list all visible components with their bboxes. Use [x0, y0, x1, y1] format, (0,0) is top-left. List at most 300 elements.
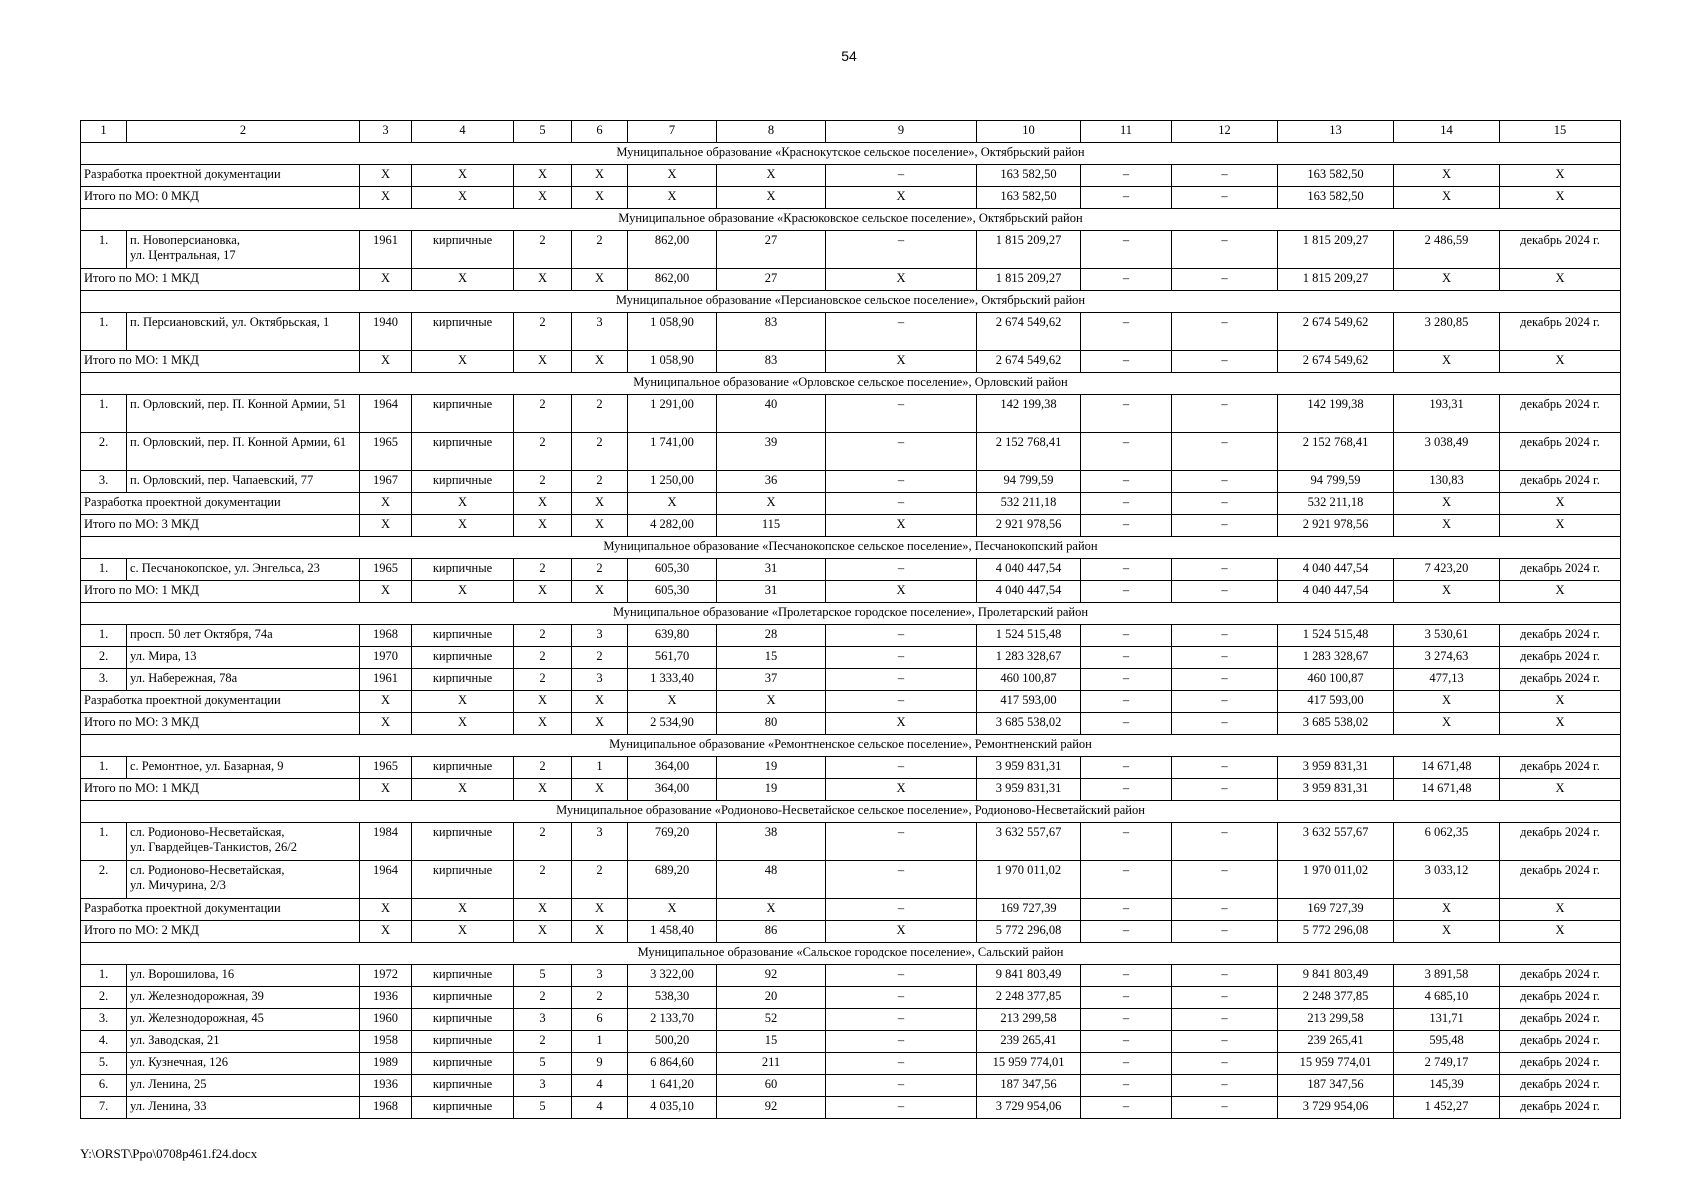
table-cell: 1: [572, 757, 628, 779]
table-cell: 3: [572, 313, 628, 351]
table-cell: декабрь 2024 г.: [1500, 231, 1621, 269]
table-cell: X: [1500, 493, 1621, 515]
table-cell: –: [826, 691, 977, 713]
table-cell: X: [514, 351, 572, 373]
table-cell: 163 582,50: [1278, 165, 1394, 187]
table-cell: 3 038,49: [1394, 433, 1500, 471]
summary-label: Итого по МО: 1 МКД: [81, 779, 360, 801]
table-cell: X: [826, 269, 977, 291]
table-cell: 15: [717, 1031, 826, 1053]
row-number: 1.: [81, 395, 127, 433]
table-cell: 19: [717, 757, 826, 779]
table-cell: 1970: [360, 647, 412, 669]
table-cell: 605,30: [628, 559, 717, 581]
table-cell: –: [1081, 921, 1172, 943]
table-cell: кирпичные: [412, 1009, 514, 1031]
table-cell: 1 458,40: [628, 921, 717, 943]
table-cell: X: [514, 165, 572, 187]
table-row: [81, 1075, 1621, 1097]
table-cell: X: [514, 691, 572, 713]
table-cell: 169 727,39: [1278, 899, 1394, 921]
table-cell: 1 250,00: [628, 471, 717, 493]
table-cell: X: [412, 921, 514, 943]
table-cell: –: [1172, 313, 1278, 351]
table-cell: –: [1081, 581, 1172, 603]
table-cell: –: [1081, 1053, 1172, 1075]
table-cell: 27: [717, 269, 826, 291]
column-number-cell: 10: [977, 121, 1081, 143]
table-cell: X: [514, 779, 572, 801]
table-cell: 364,00: [628, 779, 717, 801]
table-cell: 1 815 209,27: [977, 231, 1081, 269]
table-cell: 1965: [360, 433, 412, 471]
table-cell: 5: [514, 1097, 572, 1119]
table-cell: –: [1172, 861, 1278, 899]
table-cell: 19: [717, 779, 826, 801]
table-cell: 862,00: [628, 269, 717, 291]
column-number-cell: 6: [572, 121, 628, 143]
table-cell: 477,13: [1394, 669, 1500, 691]
table-cell: 2: [572, 987, 628, 1009]
table-cell: 83: [717, 351, 826, 373]
table-cell: 3 274,63: [1394, 647, 1500, 669]
table-cell: 142 199,38: [977, 395, 1081, 433]
building-address: ул. Ленина, 33: [127, 1097, 360, 1119]
table-cell: 2: [514, 987, 572, 1009]
table-cell: 3 959 831,31: [1278, 779, 1394, 801]
table-cell: 6: [572, 1009, 628, 1031]
table-cell: X: [1394, 713, 1500, 735]
table-cell: –: [1172, 1075, 1278, 1097]
table-cell: 94 799,59: [977, 471, 1081, 493]
table-cell: 2 133,70: [628, 1009, 717, 1031]
table-cell: 2 248 377,85: [977, 987, 1081, 1009]
table-cell: X: [1500, 921, 1621, 943]
summary-label: Разработка проектной документации: [81, 493, 360, 515]
table-cell: 3 729 954,06: [977, 1097, 1081, 1119]
table-cell: 1989: [360, 1053, 412, 1075]
table-cell: 4 040 447,54: [977, 559, 1081, 581]
table-cell: 28: [717, 625, 826, 647]
table-cell: –: [826, 899, 977, 921]
table-cell: 1 815 209,27: [1278, 269, 1394, 291]
table-cell: декабрь 2024 г.: [1500, 669, 1621, 691]
table-cell: кирпичные: [412, 647, 514, 669]
table-cell: 1 058,90: [628, 313, 717, 351]
table-cell: X: [826, 187, 977, 209]
row-number: 6.: [81, 1075, 127, 1097]
section-title: Муниципальное образование «Пролетарское городское поселение», Пролетарский район: [81, 603, 1621, 625]
table-cell: кирпичные: [412, 1097, 514, 1119]
table-cell: 239 265,41: [977, 1031, 1081, 1053]
table-row: [81, 433, 1621, 471]
table-cell: 15 959 774,01: [1278, 1053, 1394, 1075]
table-cell: –: [1081, 691, 1172, 713]
column-number-row: [81, 121, 1621, 143]
table-cell: –: [1081, 471, 1172, 493]
table-cell: 37: [717, 669, 826, 691]
table-cell: –: [826, 231, 977, 269]
table-cell: кирпичные: [412, 823, 514, 861]
table-cell: 2 152 768,41: [977, 433, 1081, 471]
column-number-cell: 15: [1500, 121, 1621, 143]
table-cell: X: [514, 269, 572, 291]
table-cell: 213 299,58: [977, 1009, 1081, 1031]
table-row: [81, 559, 1621, 581]
table-cell: –: [1081, 231, 1172, 269]
row-number: 2.: [81, 433, 127, 471]
table-cell: 60: [717, 1075, 826, 1097]
table-cell: 48: [717, 861, 826, 899]
table-cell: 239 265,41: [1278, 1031, 1394, 1053]
table-cell: –: [1172, 559, 1278, 581]
table-cell: X: [514, 713, 572, 735]
summary-row: [81, 493, 1621, 515]
table-cell: 9: [572, 1053, 628, 1075]
table-cell: 4 685,10: [1394, 987, 1500, 1009]
table-cell: –: [826, 313, 977, 351]
table-cell: –: [1172, 823, 1278, 861]
table-cell: X: [1500, 269, 1621, 291]
building-address: ул. Набережная, 78а: [127, 669, 360, 691]
table-cell: X: [572, 713, 628, 735]
table-cell: X: [360, 493, 412, 515]
table-cell: 1 815 209,27: [977, 269, 1081, 291]
column-number-cell: 12: [1172, 121, 1278, 143]
building-address: п. Орловский, пер. Чапаевский, 77: [127, 471, 360, 493]
table-cell: 4: [572, 1097, 628, 1119]
table-cell: 4: [572, 1075, 628, 1097]
table-cell: X: [360, 165, 412, 187]
table-cell: –: [1081, 559, 1172, 581]
column-number-cell: 4: [412, 121, 514, 143]
table-cell: кирпичные: [412, 669, 514, 691]
table-cell: 83: [717, 313, 826, 351]
table-cell: 3 959 831,31: [977, 757, 1081, 779]
table-row: [81, 1009, 1621, 1031]
table-cell: кирпичные: [412, 861, 514, 899]
table-cell: 3 530,61: [1394, 625, 1500, 647]
table-cell: –: [1172, 921, 1278, 943]
table-cell: 15 959 774,01: [977, 1053, 1081, 1075]
table-cell: –: [1081, 1097, 1172, 1119]
table-cell: кирпичные: [412, 1031, 514, 1053]
table-cell: –: [1172, 433, 1278, 471]
table-cell: X: [628, 493, 717, 515]
summary-row: [81, 351, 1621, 373]
table-cell: X: [514, 581, 572, 603]
table-cell: X: [412, 351, 514, 373]
table-cell: X: [360, 779, 412, 801]
column-number-cell: 8: [717, 121, 826, 143]
table-cell: X: [1500, 713, 1621, 735]
table-cell: –: [1081, 433, 1172, 471]
table-cell: –: [1172, 1009, 1278, 1031]
table-cell: –: [1172, 351, 1278, 373]
table-cell: –: [1172, 779, 1278, 801]
table-cell: 3 959 831,31: [977, 779, 1081, 801]
table-cell: –: [826, 625, 977, 647]
table-cell: 3 632 557,67: [977, 823, 1081, 861]
table-cell: 2: [572, 861, 628, 899]
table-cell: X: [412, 691, 514, 713]
table-cell: 2: [514, 471, 572, 493]
row-number: 1.: [81, 965, 127, 987]
table-cell: X: [572, 779, 628, 801]
table-cell: декабрь 2024 г.: [1500, 471, 1621, 493]
table-cell: X: [1394, 493, 1500, 515]
row-number: 2.: [81, 861, 127, 899]
table-cell: 2 674 549,62: [1278, 313, 1394, 351]
table-cell: 1 524 515,48: [977, 625, 1081, 647]
table-cell: 4 040 447,54: [977, 581, 1081, 603]
column-number-cell: 14: [1394, 121, 1500, 143]
table-cell: 1 283 328,67: [977, 647, 1081, 669]
table-cell: 1 524 515,48: [1278, 625, 1394, 647]
building-address: ул. Железнодорожная, 45: [127, 1009, 360, 1031]
table-cell: –: [826, 823, 977, 861]
table-cell: 163 582,50: [1278, 187, 1394, 209]
table-cell: X: [360, 691, 412, 713]
table-cell: декабрь 2024 г.: [1500, 1053, 1621, 1075]
table-cell: декабрь 2024 г.: [1500, 987, 1621, 1009]
table-cell: 689,20: [628, 861, 717, 899]
table-cell: –: [1081, 165, 1172, 187]
table-cell: –: [1172, 581, 1278, 603]
table-cell: –: [826, 647, 977, 669]
table-cell: 14 671,48: [1394, 757, 1500, 779]
table-cell: –: [826, 165, 977, 187]
table-cell: 115: [717, 515, 826, 537]
table-cell: 7 423,20: [1394, 559, 1500, 581]
table-cell: 9 841 803,49: [1278, 965, 1394, 987]
section-title: Муниципальное образование «Ремонтненское сельское поселение», Ремонтненский район: [81, 735, 1621, 757]
summary-row: [81, 269, 1621, 291]
table-cell: X: [628, 187, 717, 209]
table-cell: X: [360, 269, 412, 291]
column-number-cell: 11: [1081, 121, 1172, 143]
table-cell: 4 040 447,54: [1278, 559, 1394, 581]
table-cell: X: [360, 515, 412, 537]
table-cell: –: [826, 1031, 977, 1053]
table-cell: X: [1394, 899, 1500, 921]
table-cell: 3 959 831,31: [1278, 757, 1394, 779]
building-address: п. Орловский, пер. П. Конной Армии, 61: [127, 433, 360, 471]
table-cell: 2 921 978,56: [1278, 515, 1394, 537]
table-cell: –: [1081, 899, 1172, 921]
summary-row: [81, 515, 1621, 537]
section-header-row: [81, 291, 1621, 313]
table-cell: 1 970 011,02: [1278, 861, 1394, 899]
table-cell: –: [1172, 625, 1278, 647]
row-number: 5.: [81, 1053, 127, 1075]
summary-label: Итого по МО: 1 МКД: [81, 581, 360, 603]
table-row: [81, 471, 1621, 493]
summary-row: [81, 921, 1621, 943]
section-header-row: [81, 537, 1621, 559]
table-cell: –: [1081, 861, 1172, 899]
table-cell: –: [1172, 713, 1278, 735]
table-cell: 39: [717, 433, 826, 471]
buildings-table: [80, 120, 1621, 1119]
summary-label: Итого по МО: 3 МКД: [81, 713, 360, 735]
table-cell: декабрь 2024 г.: [1500, 625, 1621, 647]
table-cell: 3 033,12: [1394, 861, 1500, 899]
table-cell: 862,00: [628, 231, 717, 269]
table-cell: кирпичные: [412, 471, 514, 493]
table-cell: –: [826, 1075, 977, 1097]
table-cell: 2: [572, 647, 628, 669]
table-cell: 92: [717, 1097, 826, 1119]
table-cell: –: [1081, 779, 1172, 801]
table-cell: 31: [717, 581, 826, 603]
table-cell: кирпичные: [412, 1053, 514, 1075]
table-cell: X: [360, 713, 412, 735]
table-cell: X: [412, 581, 514, 603]
table-cell: 3: [572, 965, 628, 987]
table-cell: 1960: [360, 1009, 412, 1031]
table-cell: 1936: [360, 987, 412, 1009]
table-cell: 187 347,56: [1278, 1075, 1394, 1097]
table-cell: X: [826, 921, 977, 943]
table-cell: 1964: [360, 395, 412, 433]
table-cell: 417 593,00: [977, 691, 1081, 713]
table-cell: 14 671,48: [1394, 779, 1500, 801]
row-number: 1.: [81, 559, 127, 581]
table-cell: 3: [514, 1009, 572, 1031]
table-cell: 1972: [360, 965, 412, 987]
table-cell: 142 199,38: [1278, 395, 1394, 433]
table-cell: X: [717, 187, 826, 209]
table-cell: 193,31: [1394, 395, 1500, 433]
table-cell: X: [514, 515, 572, 537]
row-number: 2.: [81, 647, 127, 669]
section-title: Муниципальное образование «Персиановское сельское поселение», Октябрьский район: [81, 291, 1621, 313]
table-row: [81, 1097, 1621, 1119]
footer-file-path: Y:\ORST\Ppo\0708p461.f24.docx: [80, 1146, 258, 1161]
table-cell: декабрь 2024 г.: [1500, 1009, 1621, 1031]
table-cell: X: [572, 165, 628, 187]
table-cell: декабрь 2024 г.: [1500, 861, 1621, 899]
page-number: 54: [841, 48, 857, 64]
table-cell: X: [360, 187, 412, 209]
table-cell: X: [360, 921, 412, 943]
building-address: п. Персиановский, ул. Октябрьская, 1: [127, 313, 360, 351]
table-cell: 1958: [360, 1031, 412, 1053]
table-cell: 5: [514, 965, 572, 987]
section-header-row: [81, 943, 1621, 965]
table-cell: –: [826, 395, 977, 433]
table-cell: 3: [572, 823, 628, 861]
section-header-row: [81, 801, 1621, 823]
table-cell: –: [1172, 515, 1278, 537]
table-cell: 460 100,87: [977, 669, 1081, 691]
table-cell: декабрь 2024 г.: [1500, 1075, 1621, 1097]
table-cell: 1 291,00: [628, 395, 717, 433]
table-cell: X: [1394, 269, 1500, 291]
table-cell: 4 040 447,54: [1278, 581, 1394, 603]
table-cell: –: [826, 861, 977, 899]
table-cell: 1 058,90: [628, 351, 717, 373]
table-cell: 2 534,90: [628, 713, 717, 735]
table-cell: кирпичные: [412, 395, 514, 433]
table-cell: –: [826, 1097, 977, 1119]
table-cell: 213 299,58: [1278, 1009, 1394, 1031]
table-cell: 1961: [360, 669, 412, 691]
table-row: [81, 987, 1621, 1009]
summary-label: Итого по МО: 1 МКД: [81, 351, 360, 373]
table-cell: 460 100,87: [1278, 669, 1394, 691]
section-header-row: [81, 373, 1621, 395]
table-cell: –: [1172, 1031, 1278, 1053]
table-cell: 417 593,00: [1278, 691, 1394, 713]
table-row: [81, 669, 1621, 691]
summary-row: [81, 165, 1621, 187]
section-title: Муниципальное образование «Краснокутское сельское поселение», Октябрьский район: [81, 143, 1621, 165]
table-cell: 2: [514, 861, 572, 899]
table-cell: –: [826, 757, 977, 779]
table-cell: 2: [572, 395, 628, 433]
table-cell: X: [572, 581, 628, 603]
table-cell: –: [1172, 493, 1278, 515]
table-cell: 4 282,00: [628, 515, 717, 537]
table-cell: 3 729 954,06: [1278, 1097, 1394, 1119]
table-cell: X: [572, 921, 628, 943]
column-number-cell: 5: [514, 121, 572, 143]
table-cell: 5: [514, 1053, 572, 1075]
table-cell: X: [826, 351, 977, 373]
table-cell: X: [514, 187, 572, 209]
table-cell: 1965: [360, 757, 412, 779]
table-cell: 1936: [360, 1075, 412, 1097]
table-cell: 145,39: [1394, 1075, 1500, 1097]
table-cell: –: [1081, 1075, 1172, 1097]
table-cell: –: [1172, 669, 1278, 691]
building-address: сл. Родионово-Несветайская, ул. Мичурина, 2/3: [127, 861, 360, 899]
table-cell: 2 486,59: [1394, 231, 1500, 269]
table-cell: X: [628, 899, 717, 921]
table-cell: –: [1081, 823, 1172, 861]
table-cell: кирпичные: [412, 433, 514, 471]
table-cell: 2 674 549,62: [1278, 351, 1394, 373]
table-row: [81, 231, 1621, 269]
table-cell: 605,30: [628, 581, 717, 603]
table-cell: X: [514, 899, 572, 921]
table-cell: декабрь 2024 г.: [1500, 395, 1621, 433]
table-cell: –: [1172, 1053, 1278, 1075]
table-cell: –: [1081, 713, 1172, 735]
table-cell: 561,70: [628, 647, 717, 669]
table-cell: –: [826, 559, 977, 581]
building-address: ул. Ворошилова, 16: [127, 965, 360, 987]
table-cell: 2: [514, 231, 572, 269]
table-cell: 15: [717, 647, 826, 669]
table-cell: 169 727,39: [977, 899, 1081, 921]
row-number: 1.: [81, 625, 127, 647]
table-cell: 1 452,27: [1394, 1097, 1500, 1119]
row-number: 1.: [81, 231, 127, 269]
table-cell: кирпичные: [412, 231, 514, 269]
table-cell: 163 582,50: [977, 187, 1081, 209]
table-cell: кирпичные: [412, 965, 514, 987]
table-cell: 538,30: [628, 987, 717, 1009]
table-cell: –: [1172, 187, 1278, 209]
table-row: [81, 395, 1621, 433]
building-address: сл. Родионово-Несветайская, ул. Гвардейцев-Танкистов, 26/2: [127, 823, 360, 861]
table-cell: 94 799,59: [1278, 471, 1394, 493]
table-cell: 2: [514, 1031, 572, 1053]
table-cell: 3 685 538,02: [1278, 713, 1394, 735]
